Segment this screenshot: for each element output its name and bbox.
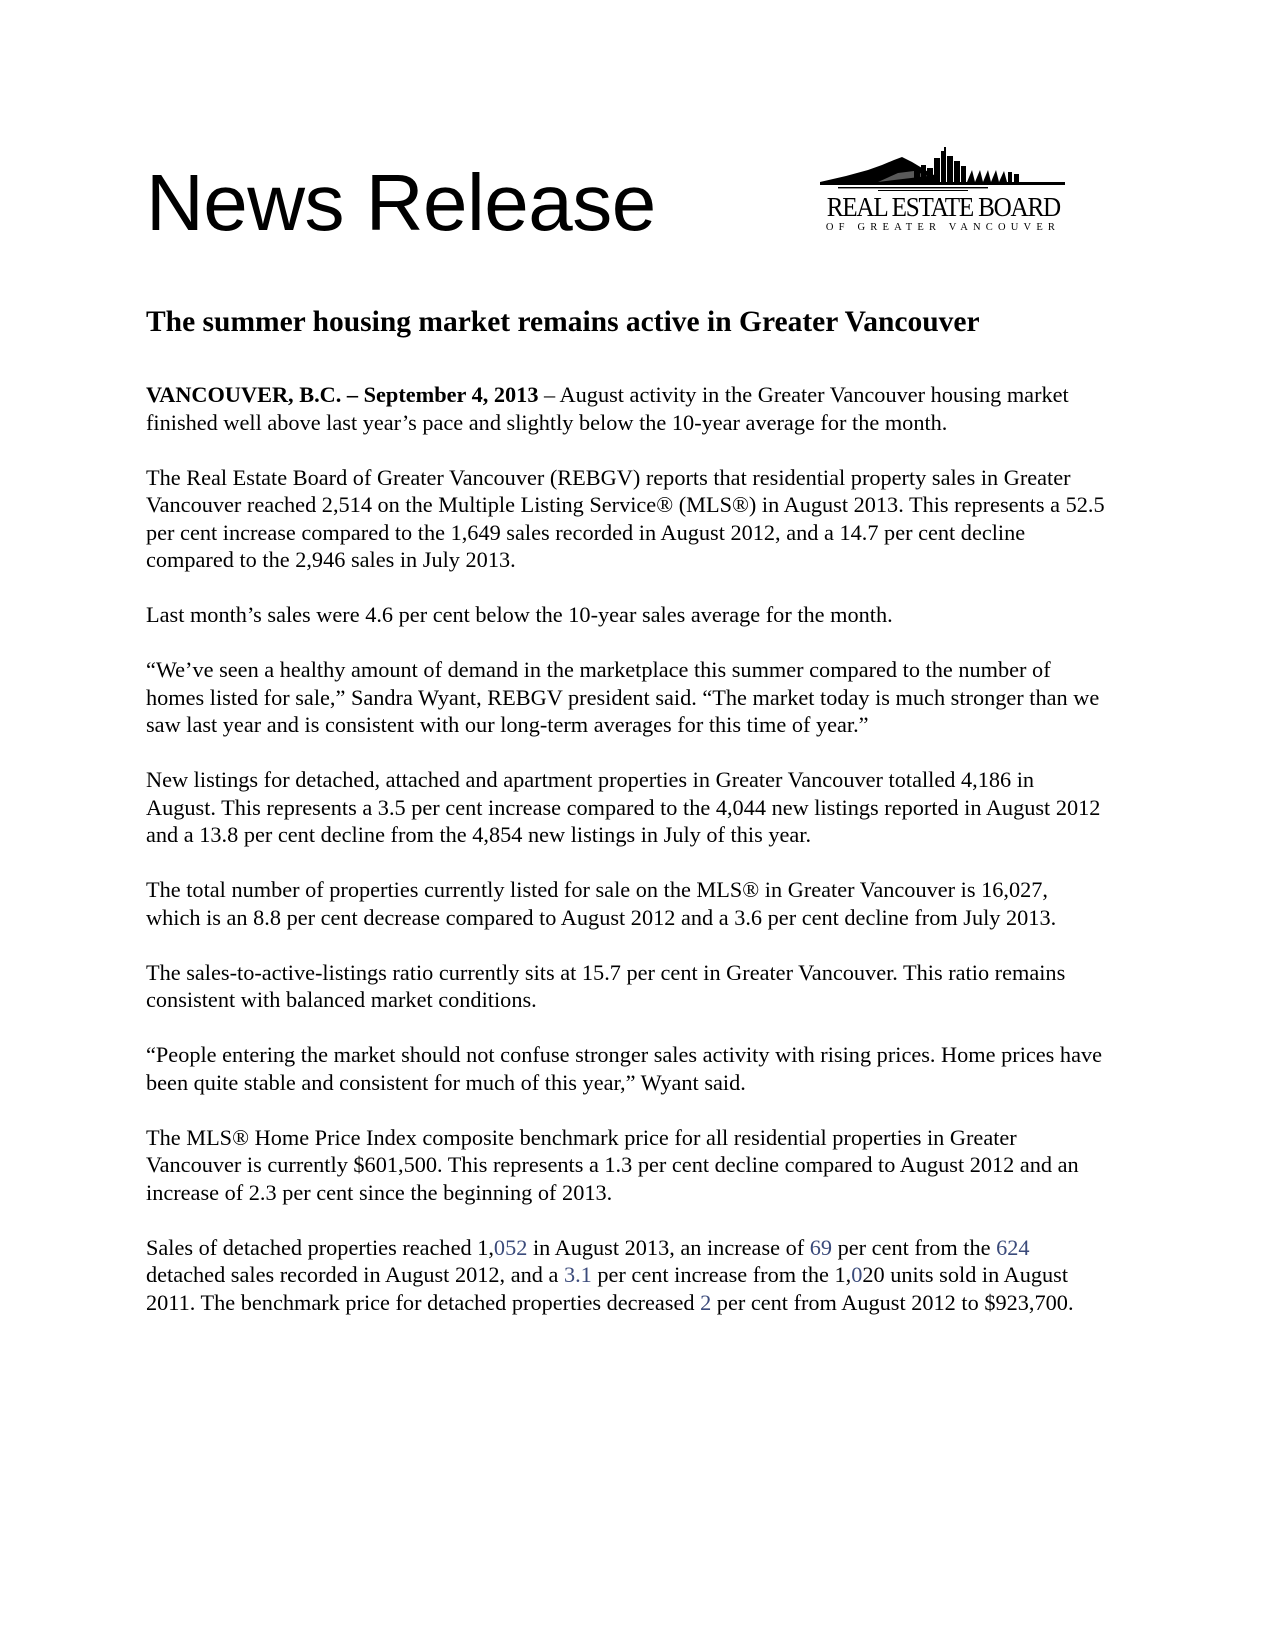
paragraph-sales-average: Last month’s sales were 4.6 per cent below the 10-year sales average for the month. <box>146 602 893 627</box>
paragraph-quote-prices: “People entering the market should not confuse stronger sales activity with rising prices. Home prices have been quite stable and consistent for much of this year,” Wyant said. <box>146 1042 1103 1095</box>
detached-text: detached sales recorded in August 2012, and a <box>146 1262 564 1287</box>
detached-text: per cent from the <box>832 1234 997 1260</box>
city-skyline-icon <box>818 146 1068 192</box>
detached-text: per cent increase from the 1, <box>591 1262 852 1287</box>
detached-value: 624 <box>996 1234 1030 1260</box>
paragraph-sales: The Real Estate Board of Greater Vancouver (REBGV) reports that residential property sales in Greater Vancouver reached 2,514 on the Multiple Listing Service® (MLS®) in August 2013. This represents a 52.5 per cent increase compared to the 1,649 sales recorded in August 2012, and a 14.7 per cent decline compared to the 2,946 sales in July 2013. <box>146 464 1105 572</box>
paragraph-sales-ratio: The sales-to-active-listings ratio currently sits at 15.7 per cent in Greater Vancouver. This ratio remains consistent with balanced market conditions. <box>146 959 1066 1012</box>
detached-value: 052 <box>493 1234 528 1260</box>
article-body <box>146 381 1106 1344</box>
detached-value: 2 <box>700 1289 712 1315</box>
paragraph-detached <box>146 1234 1106 1317</box>
detached-text: 20 units sold in August 2011. The benchmark price for detached properties decreased <box>146 1262 1069 1315</box>
lead-text: – August activity in the Greater Vancouver housing market finished well above last year’s pace and slightly below the 10-year average for the month. <box>146 382 1069 435</box>
detached-text: in August 2013, an increase of <box>527 1234 810 1260</box>
paragraph-new-listings: New listings for detached, attached and apartment properties in Greater Vancouver totalled 4,186 in August. This represents a 3.5 per cent increase compared to the 4,044 new listings reported in August 2012 and a 13.8 per cent decline from the 4,854 new listings in July of this year. <box>146 767 1101 847</box>
paragraph-quote-wyant: “We’ve seen a healthy amount of demand in the marketplace this summer compared to the number of homes listed for sale,” Sandra Wyant, REBGV president said. “The market today is much stronger than we saw last year and is consistent with our long-term averages for this time of year.” <box>146 657 1100 737</box>
detached-value: 69 <box>809 1234 833 1260</box>
lead-paragraph <box>146 381 1106 436</box>
logo-name: REAL ESTATE BOARD <box>826 192 1060 222</box>
detached-value: 3.1 <box>563 1262 592 1287</box>
detached-value: 0 <box>851 1262 863 1287</box>
dateline: VANCOUVER, B.C. – September 4, 2013 <box>146 382 539 407</box>
logo-subtitle: OF GREATER VANCOUVER <box>825 222 1061 233</box>
detached-text: Sales of detached properties reached 1, <box>146 1234 494 1260</box>
paragraph-benchmark-price: The MLS® Home Price Index composite benchmark price for all residential properties in Greater Vancouver is currently $601,500. This represents a 1.3 per cent decline compared to August 2012 and an increase of 2.3 per cent since the beginning of 2013. <box>146 1124 1079 1205</box>
rebgv-logo <box>818 146 1068 246</box>
detached-text: per cent from August 2012 to $923,700. <box>711 1289 1074 1315</box>
masthead-title: News Release <box>146 158 656 247</box>
paragraph-total-listings: The total number of properties currently listed for sale on the MLS® in Greater Vancouver is 16,027, which is an 8.8 per cent decrease compared to August 2012 and a 3.6 per cent decline from July 2013. <box>146 877 1057 930</box>
article-headline: The summer housing market remains active in Greater Vancouver <box>146 306 980 338</box>
